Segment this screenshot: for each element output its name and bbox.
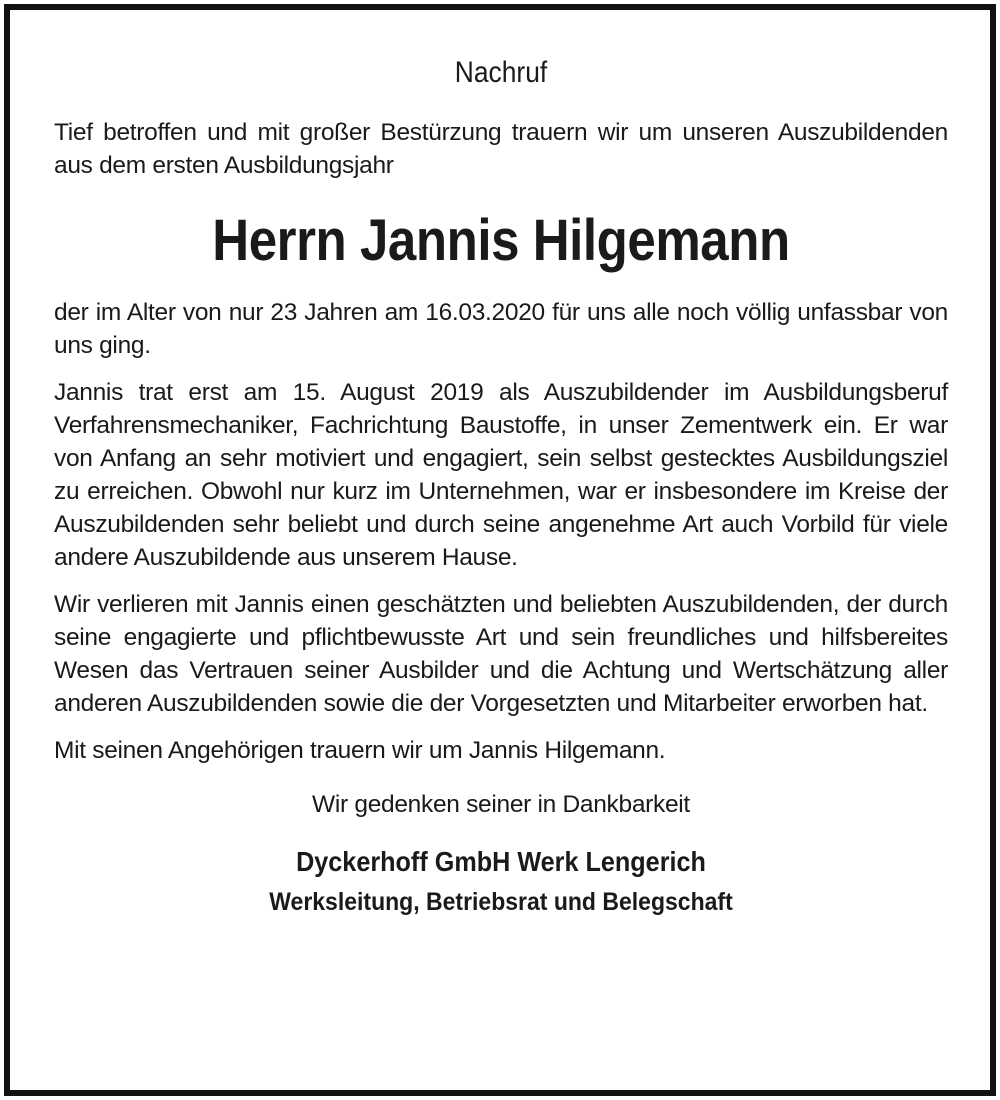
deceased-name: Herrn Jannis Hilgemann (212, 208, 790, 273)
closing-line: Wir gedenken seiner in Dankbarkeit (312, 791, 690, 818)
obituary-content (54, 10, 948, 915)
paragraph-mourning: Mit seinen Angehörigen trauern wir um Jannis Hilgemann. (54, 737, 666, 764)
paragraph-age: der im Alter von nur 23 Jahren am 16.03.2020 für uns alle noch völlig unfassbar von uns ging. (54, 299, 948, 359)
paragraph-tribute: Wir verlieren mit Jannis einen geschätzten und beliebten Auszubildenden, der durch seine engagierte und pflichtbewusste Art und sein freundliches und hilfsbereites Wesen das Vertrauen seiner Ausbilder und die Achtung und Wertschätzung aller anderen Auszubildenden sowie die der Vorgesetzten und Mitarbeiter erworben hat. (54, 591, 948, 717)
intro-paragraph: Tief betroffen und mit großer Bestürzung trauern wir um unseren Auszubildenden aus dem ersten Ausbildungsjahr (54, 119, 948, 179)
obituary-frame (4, 4, 996, 1096)
obituary-heading: Nachruf (454, 56, 548, 89)
paragraph-career: Jannis trat erst am 15. August 2019 als Auszubildender im Ausbildungsberuf Verfahrensmechaniker, Fachrichtung Baustoffe, in unser Zementwerk ein. Er war von Anfang an sehr motiviert und engagiert, sein selbst gestecktes Ausbildungsziel zu erreichen. Obwohl nur kurz im Unternehmen, war er insbesondere im Kreise der Auszubildenden sehr beliebt und durch seine angenehme Art auch Vorbild für viele andere Auszubildende aus unserem Hause. (54, 379, 948, 571)
company-department: Werksleitung, Betriebsrat und Belegschaft (269, 887, 733, 916)
company-name: Dyckerhoff GmbH Werk Lengerich (296, 845, 706, 877)
